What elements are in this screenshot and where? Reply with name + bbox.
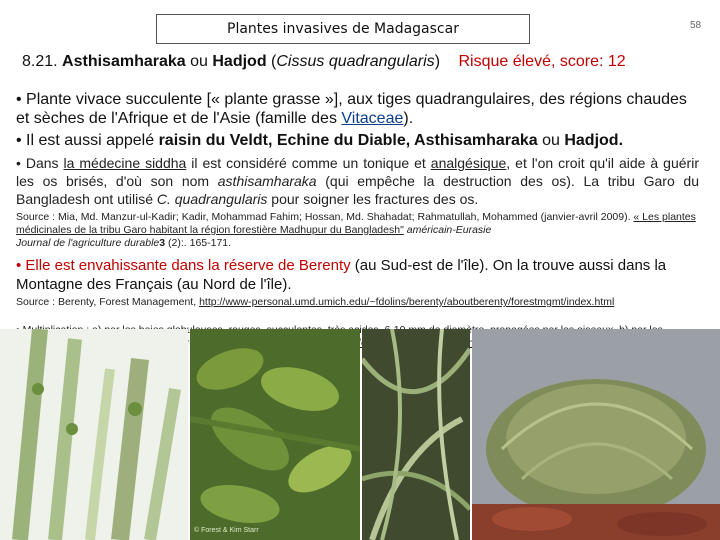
- names-last: Hadjod.: [564, 132, 624, 149]
- names-list: raisin du Veldt, Echine du Diable, Asthisamharaka: [158, 132, 538, 149]
- description-end: ).: [403, 110, 414, 127]
- medicine-italic1: asthisamharaka: [217, 173, 317, 189]
- citation-pages: (2):. 165-171.: [165, 237, 232, 249]
- names-or: ou: [537, 132, 565, 149]
- family-link[interactable]: Vitaceae: [341, 110, 404, 127]
- names-prefix: • Il est aussi appelé: [16, 132, 159, 149]
- medicine-t4: (qui empêche la destruction des os). La tribu Garo du Bangladesh ont utilisé: [16, 173, 699, 207]
- citation-journal: Journal de l'agriculture durable: [16, 237, 160, 249]
- source-citation-1: [16, 211, 699, 250]
- heading-paren-close: ): [434, 53, 441, 70]
- photo-leaves: [190, 329, 360, 540]
- heading-number: 8.21.: [22, 53, 58, 70]
- heading-paren-open: (: [271, 53, 277, 70]
- siddha-link[interactable]: la médecine siddha: [63, 155, 187, 171]
- photo-plant-on-rocks: [472, 329, 720, 540]
- medicine-italic2: C. quadrangularis: [156, 191, 268, 207]
- photo-plant-tangle: [362, 329, 470, 540]
- species-heading: [22, 53, 712, 71]
- slide-title: Plantes invasives de Madagascar: [227, 21, 459, 37]
- analgesic-link[interactable]: analgésique: [430, 155, 507, 171]
- medicine-t5: pour soigner les fractures des os.: [267, 191, 479, 207]
- description-text: • Plante vivace succulente [« plante grasse »], aux tiges quadrangulaires, des régions chaudes et sèches de l'Afrique et de l'Asie (famille des: [16, 91, 687, 127]
- invasive-t3: (au Nord de l'île).: [172, 276, 292, 293]
- medicine-t3: , et l'on croit qu'il aide à guérir les os brisés, d'où son nom: [16, 155, 699, 189]
- heading-name1: Asthisamharaka: [62, 53, 186, 70]
- photo-stems-closeup: [0, 329, 188, 540]
- citation-authors: Source : Mia, Md. Manzur-ul-Kadir; Kadir, Mohammad Fahim; Hossan, Md. Shahadat; Rahmatullah, Mohammed (janvier-avril 2009).: [16, 211, 634, 223]
- invasive-paragraph: [16, 256, 699, 294]
- description-paragraph: [16, 90, 699, 128]
- medicine-t2: il est considéré comme un tonique et: [186, 155, 431, 171]
- risk-label: Risque élevé, score: 12: [458, 53, 626, 70]
- medicine-paragraph: [16, 154, 699, 208]
- page-number: 58: [690, 20, 702, 31]
- heading-scientific-name: Cissus quadrangularis: [276, 53, 435, 70]
- heading-name2: Hadjod: [212, 53, 267, 70]
- heading-or: ou: [190, 53, 208, 70]
- source2-label: Source : Berenty, Forest Management,: [16, 296, 200, 308]
- citation-volume: 3: [159, 237, 166, 249]
- photo-credit: © Forest & Kim Starr: [194, 527, 259, 534]
- source-citation-2: [16, 296, 699, 309]
- names-paragraph: [16, 131, 699, 150]
- slide-title-box: [156, 14, 530, 44]
- invasive-t1: • Elle est envahissante dans la réserve de Berenty: [16, 257, 351, 274]
- citation-publisher: américain-Eurasie: [403, 224, 492, 236]
- invasive-t2: (au Sud-est de l'île). On la trouve aussi dans la Montagne des Français: [16, 257, 667, 293]
- source2-url[interactable]: http://www-personal.umd.umich.edu/~fdolins/berenty/aboutberenty/forestmgmt/index.html: [199, 296, 615, 308]
- citation-link[interactable]: « Les plantes médicinales de la tribu Garo habitant la région forestière Madhupur du Bangladesh": [16, 211, 696, 236]
- medicine-t1: • Dans: [16, 155, 64, 171]
